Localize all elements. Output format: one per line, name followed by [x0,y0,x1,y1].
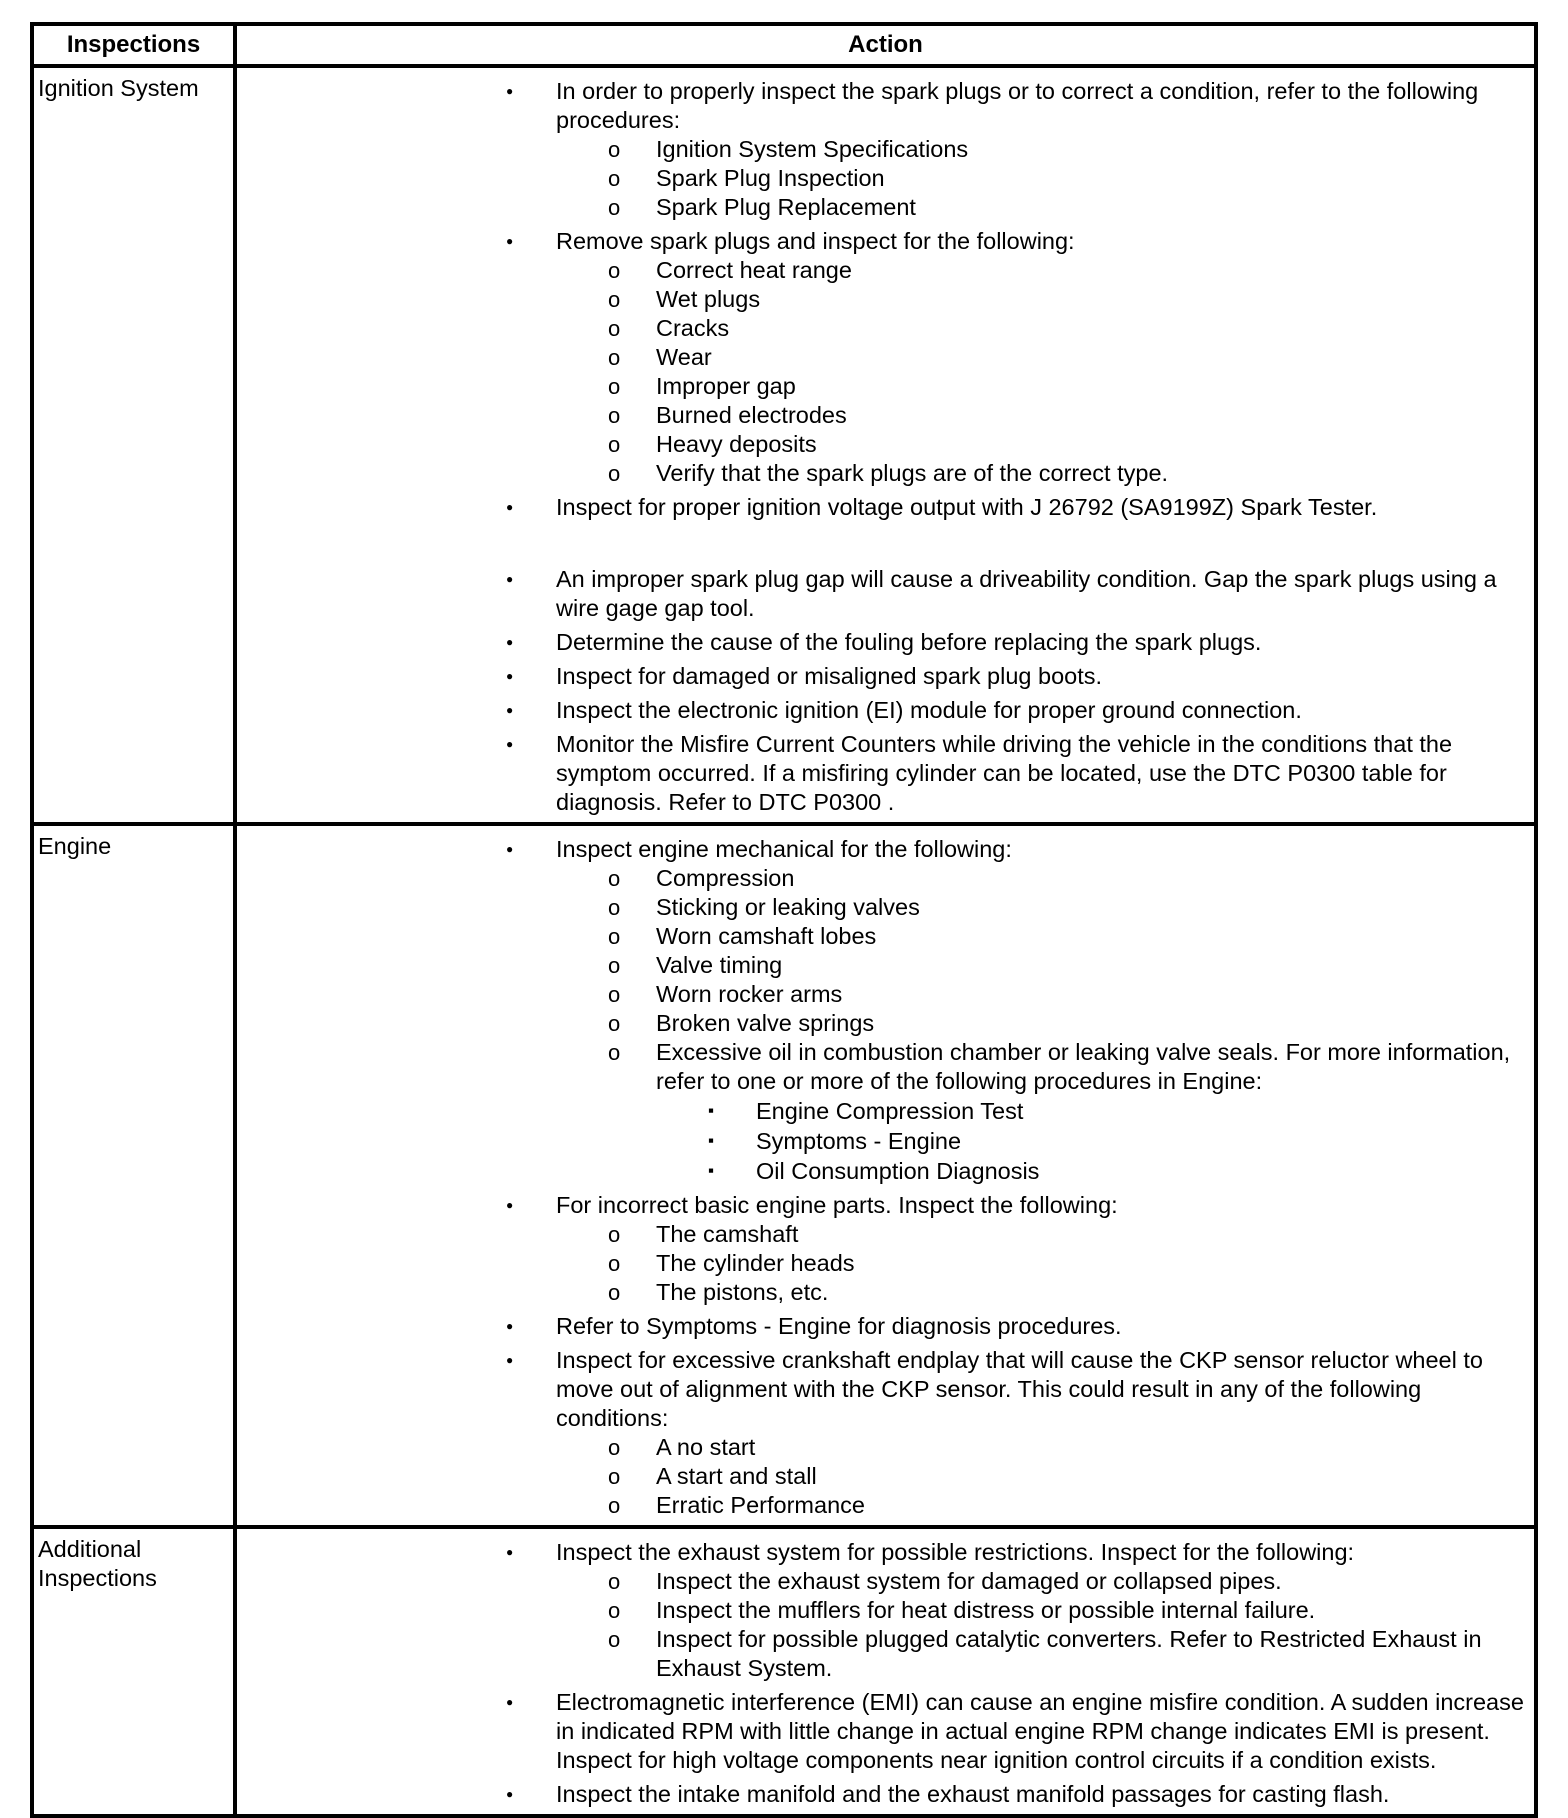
sub-list [556,1567,1530,1683]
category-cell [32,1527,235,1816]
category-cell [32,824,235,1527]
sub-item: o Cracks [656,314,1530,343]
table-row [32,824,1536,1527]
bullet-item [556,835,1530,1186]
sub-item: o Verify that the spark plugs are of the correct type. [656,459,1530,488]
inspections-table [30,22,1538,1818]
square-list [656,1096,1530,1186]
bullet-text: Inspect the exhaust system for possible restrictions. Inspect for the following: [556,1539,1355,1565]
sub-list [556,1220,1530,1307]
sub-item: o The cylinder heads [656,1249,1530,1278]
bullet-item: ● Inspect the intake manifold and the exhaust manifold passages for casting flash. [556,1780,1530,1809]
header-action: Action [235,24,1536,66]
square-item: ▪ Engine Compression Test [756,1096,1530,1126]
sub-item: o Spark Plug Inspection [656,164,1530,193]
sub-item: o Compression [656,864,1530,893]
bullet-text: In order to properly inspect the spark plugs or to correct a condition, refer to the following procedures: [556,78,1479,133]
sub-item: o A no start [656,1433,1530,1462]
category-label: Engine [38,833,112,859]
table-row [32,1527,1536,1816]
sub-item: o Broken valve springs [656,1009,1530,1038]
bullet-list [237,826,1534,1520]
sub-item-text: Excessive oil in combustion chamber or leaking valve seals. For more information, refer to one or more of the following procedures in Engine: [656,1039,1511,1094]
sub-item: o Wear [656,343,1530,372]
sub-list [556,864,1530,1186]
square-item: ▪ Oil Consumption Diagnosis [756,1156,1530,1186]
bullet-list [237,1529,1534,1809]
sub-item: o Worn rocker arms [656,980,1530,1009]
sub-list [556,1433,1530,1520]
sub-item: o Wet plugs [656,285,1530,314]
sub-item: o Valve timing [656,951,1530,980]
sub-item: o Worn camshaft lobes [656,922,1530,951]
sub-item [656,1038,1530,1186]
category-label: Ignition System [38,75,199,101]
sub-item: o Sticking or leaking valves [656,893,1530,922]
bullet-item [556,1538,1530,1683]
sub-item: o Ignition System Specifications [656,135,1530,164]
action-cell [235,1527,1536,1816]
bullet-item: ● Inspect for damaged or misaligned spark plug boots. [556,662,1530,691]
bullet-text: For incorrect basic engine parts. Inspect the following: [556,1192,1118,1218]
bullet-item: ● Electromagnetic interference (EMI) can cause an engine misfire condition. A sudden increase in indicated RPM with little change in actual engine RPM change indicates EMI is present. Inspect for high voltage components near ignition control circuits if a condition exists. [556,1688,1530,1775]
sub-item: o Correct heat range [656,256,1530,285]
sub-item: o The camshaft [656,1220,1530,1249]
sub-item: o Inspect for possible plugged catalytic converters. Refer to Restricted Exhaust in Exhaust System. [656,1625,1530,1683]
category-label: Additional Inspections [38,1536,157,1591]
bullet-item: ● Inspect the electronic ignition (EI) module for proper ground connection. [556,696,1530,725]
bullet-text: Remove spark plugs and inspect for the following: [556,228,1075,254]
table-row [32,66,1536,824]
sub-item: o Improper gap [656,372,1530,401]
bullet-item: ● An improper spark plug gap will cause a driveability condition. Gap the spark plugs using a wire gage gap tool. [556,565,1530,623]
bullet-text: Inspect engine mechanical for the following: [556,836,1012,862]
bullet-item: ● Determine the cause of the fouling before replacing the spark plugs. [556,628,1530,657]
header-row [32,24,1536,66]
bullet-item [556,77,1530,222]
bullet-item [556,1346,1530,1520]
sub-list [556,256,1530,488]
sub-item: o Erratic Performance [656,1491,1530,1520]
sub-item: o Inspect the mufflers for heat distress or possible internal failure. [656,1596,1530,1625]
bullet-text: Inspect for excessive crankshaft endplay that will cause the CKP sensor reluctor wheel to move out of alignment with the CKP sensor. This could result in any of the following conditions: [556,1347,1483,1431]
bullet-item [556,227,1530,488]
bullet-item: ● Monitor the Misfire Current Counters while driving the vehicle in the conditions that the symptom occurred. If a misfiring cylinder can be located, use the DTC P0300 table for diagnosis. Refer to DTC P0300 . [556,730,1530,817]
sub-item: o Spark Plug Replacement [656,193,1530,222]
square-item: ▪ Symptoms - Engine [756,1126,1530,1156]
bullet-item: ● Inspect for proper ignition voltage output with J 26792 (SA9199Z) Spark Tester. [556,493,1530,522]
sub-item: o Heavy deposits [656,430,1530,459]
sub-item: o Burned electrodes [656,401,1530,430]
sub-item: o Inspect the exhaust system for damaged or collapsed pipes. [656,1567,1530,1596]
header-inspections: Inspections [32,24,235,66]
sub-item: o A start and stall [656,1462,1530,1491]
bullet-item: ● Refer to Symptoms - Engine for diagnosis procedures. [556,1312,1530,1341]
category-cell [32,66,235,824]
sub-list [556,135,1530,222]
sub-item: o The pistons, etc. [656,1278,1530,1307]
bullet-item [556,1191,1530,1307]
bullet-list [237,68,1534,817]
action-cell [235,66,1536,824]
action-cell [235,824,1536,1527]
